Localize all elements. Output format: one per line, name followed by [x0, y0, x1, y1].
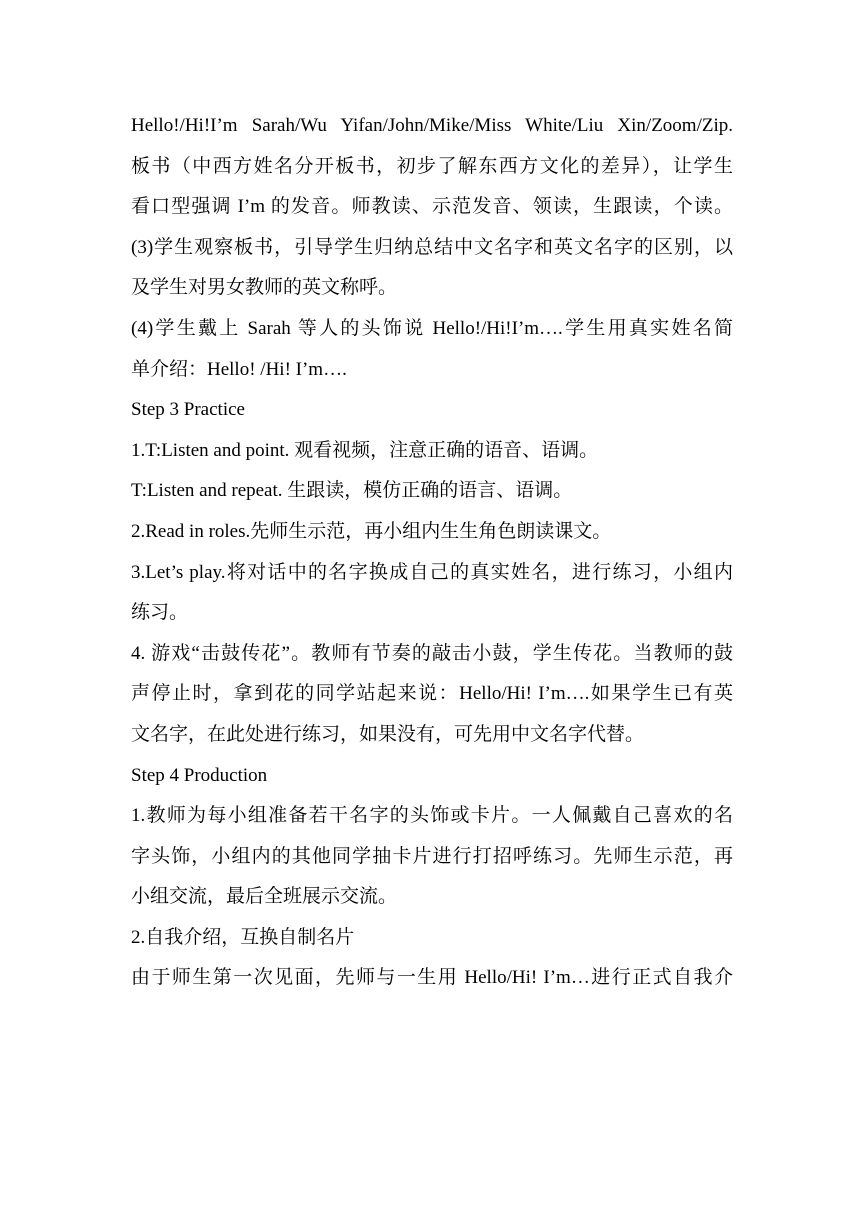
text-line: (3)学生观察板书，引导学生归纳总结中文名字和英文名字的区别，以 [131, 236, 733, 258]
body-text [131, 106, 733, 999]
text-line: 2.自我介绍，互换自制名片 [131, 926, 355, 948]
text-line: 声停止时，拿到花的同学站起来说：Hello/Hi! I’m….如果学生已有英 [131, 683, 733, 705]
text-line: 文名字，在此处进行练习，如果没有，可先用中文名字代替。 [131, 723, 645, 745]
section-heading: Step 3 Practice [131, 399, 245, 421]
text-line: 3.Let’s play.将对话中的名字换成自己的真实姓名，进行练习，小组内 [131, 561, 733, 583]
text-line: 由于师生第一次见面，先师与一生用 Hello/Hi! I’m…进行正式自我介 [131, 967, 733, 989]
text-line: 单介绍：Hello! /Hi! I’m…. [131, 358, 347, 380]
text-line: 2.Read in roles.先师生示范，再小组内生生角色朗读课文。 [131, 520, 612, 542]
text-line: 1.教师为每小组准备若干名字的头饰或卡片。一人佩戴自己喜欢的名 [131, 805, 733, 827]
section-heading: Step 4 Production [131, 764, 268, 786]
text-line: 看口型强调 I’m 的发音。师教读、示范发音、领读，生跟读，个读。 [131, 196, 733, 218]
text-line: 练习。 [131, 602, 189, 624]
text-line: 及学生对男女教师的英文称呼。 [131, 277, 398, 299]
text-line: (4)学生戴上 Sarah 等人的头饰说 Hello!/Hi!I’m….学生用真实姓名简 [131, 317, 733, 339]
text-line: 字头饰，小组内的其他同学抽卡片进行打招呼练习。先师生示范，再 [131, 845, 733, 867]
text-line: 小组交流，最后全班展示交流。 [131, 886, 398, 908]
text-line: Hello!/Hi!I’m Sarah/Wu Yifan/John/Mike/Miss White/Liu Xin/Zoom/Zip. [131, 115, 733, 136]
text-line: 1.T:Listen and point. 观看视频，注意正确的语音、语调。 [131, 439, 599, 461]
text-line: 板书（中西方姓名分开板书，初步了解东西方文化的差异），让学生 [131, 155, 733, 177]
text-line: T:Listen and repeat. 生跟读，模仿正确的语言、语调。 [131, 480, 573, 502]
text-line: 4. 游戏“击鼓传花”。教师有节奏的敲击小鼓，学生传花。当教师的鼓 [131, 642, 733, 664]
